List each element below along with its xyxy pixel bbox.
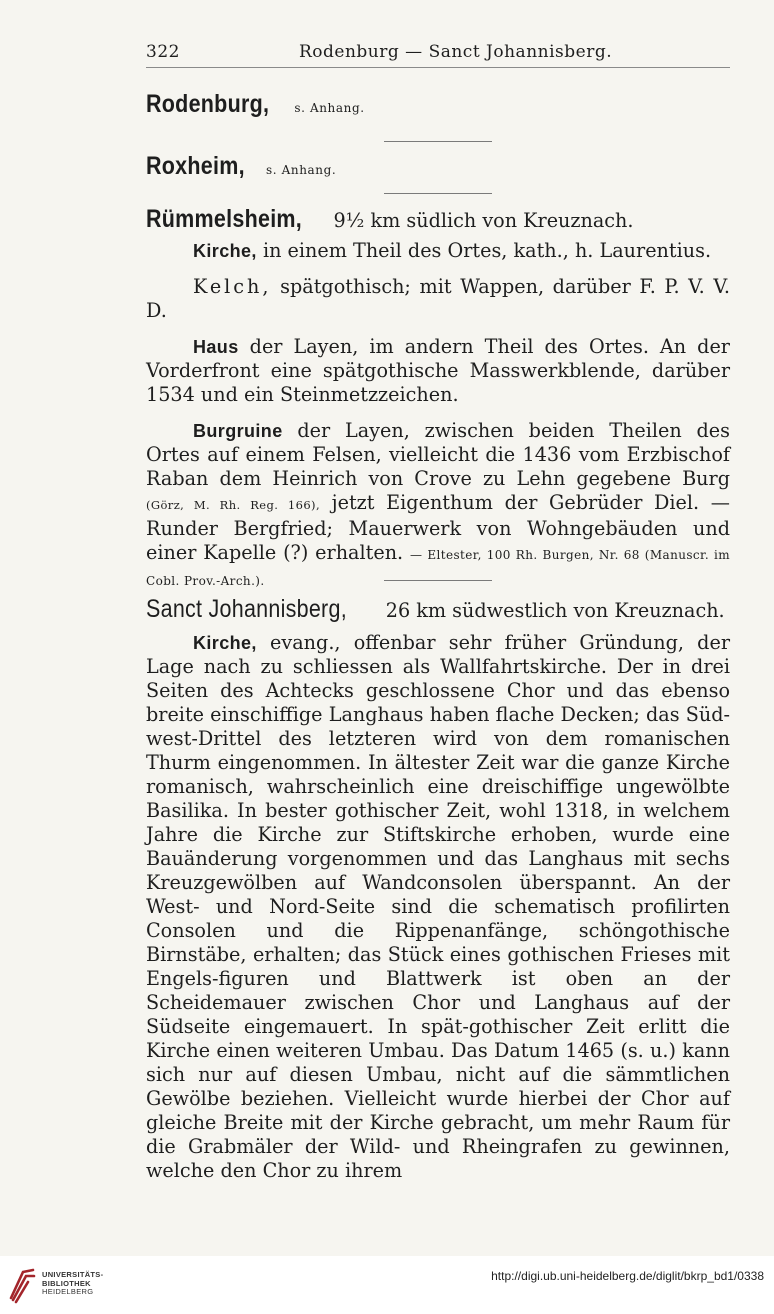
footer-bar bbox=[0, 1256, 774, 1314]
header-rule bbox=[146, 67, 730, 68]
entry-roxheim bbox=[146, 152, 336, 181]
label-kelch: Kelch, bbox=[193, 275, 272, 298]
headword-roxheim: Roxheim, bbox=[146, 152, 245, 180]
reference-goerz: (Görz, M. Rh. Reg. 166), bbox=[146, 498, 320, 512]
paragraph-kelch bbox=[146, 275, 730, 323]
entry-ruemmelsheim bbox=[146, 207, 730, 593]
text-haus: der Layen, im andern Theil des Ortes. An der Vorderfront eine spätgothische Masswerkblende, darüber 1534 und ein Steinmetzzeichen. bbox=[146, 335, 730, 406]
ruemmelsheim-heading bbox=[146, 207, 730, 233]
headword-johannisberg: Sanct Johannisberg, bbox=[146, 595, 347, 623]
library-name-line-3: HEIDELBERG bbox=[42, 1287, 94, 1296]
label-burgruine: Burgruine bbox=[193, 421, 283, 441]
library-name-line-2: BIBLIOTHEK bbox=[42, 1278, 91, 1288]
logo-strokes bbox=[11, 1270, 34, 1302]
separator bbox=[384, 580, 492, 581]
distance-johannisberg: 26 km südwestlich von Kreuznach. bbox=[385, 599, 725, 622]
text-burgruine-2: jetzt Eigenthum der Gebrüder Diel. — Runder Bergfried; Mauerwerk von Wohngebäuden und einer Kapelle (?) erhalten. bbox=[146, 491, 730, 564]
text-kelch: spätgothisch; mit Wappen, darüber F. P. V. V. D. bbox=[146, 275, 731, 322]
running-title: Rodenburg — Sanct Johannisberg. bbox=[299, 42, 613, 62]
label-haus: Haus bbox=[193, 337, 239, 357]
paragraph-haus bbox=[146, 335, 730, 407]
separator bbox=[384, 193, 492, 194]
separator bbox=[384, 141, 492, 142]
paragraph-burgruine bbox=[146, 419, 730, 593]
library-name-line-1: UNIVERSITÄTS- bbox=[42, 1270, 104, 1279]
note-roxheim: s. Anhang. bbox=[266, 163, 337, 177]
source-url-link[interactable]: http://digi.ub.uni-heidelberg.de/diglit/bkrp_bd1/0338 bbox=[491, 1269, 764, 1283]
reference-eltester: — Eltester, 100 Rh. Burgen, Nr. 68 (Manuscr. im Cobl. Prov.-Arch.). bbox=[146, 548, 730, 588]
distance-ruemmelsheim: 9½ km südlich von Kreuznach. bbox=[333, 209, 634, 232]
paragraph-kirche bbox=[146, 239, 730, 263]
text-johannisberg-kirche: evang., offenbar sehr früher Gründung, der Lage nach zu schliessen als Wallfahrtskirche. Der in drei Seiten des Achtecks geschlossene Chor und das ebenso breite einschiffige Langhaus haben flache Decken; das Süd-west-Drittel des letzteren wird von dem romanischen Thurm eingenommen. In ältester Zeit war die ganze Kirche romanisch, wahrscheinlich eine dreischiffige ungewölbte Basilika. In bester gothischer Zeit, wohl 1318, in welchem Jahre die Kirche zur Stiftskirche erhoben, wurde eine Bauänderung vorgenommen und das Langhaus mit sechs Kreuzgewölben auf Wandconsolen überspannt. An der West- und Nord-Seite sind die schematisch profilirten Consolen und die Rippenanfänge, schöngothische Birnstäbe, erhalten; das Stück eines gothischen Frieses mit Engels-figuren und Blattwerk ist oben an der Scheidemauer zwischen Chor und Langhaus auf der Südseite eingemauert. In spät-gothischer Zeit erlitt die Kirche einen weiteren Umbau. Das Datum 1465 (s. u.) kann sich nur auf diesen Umbau, nicht auf die sämmtlichen Gewölbe beziehen. Vielleicht wurde hierbei der Chor auf gleiche Breite mit der Kirche gebracht, um mehr Raum für die Grabmäler der Wild- und Rheingrafen zu gewinnen, welche den Chor zu ihrem bbox=[146, 631, 730, 1182]
paragraph-johannisberg-kirche bbox=[146, 631, 730, 1183]
label-kirche: Kirche, bbox=[193, 241, 257, 261]
text-kirche: in einem Theil des Ortes, kath., h. Laurentius. bbox=[262, 239, 712, 262]
label-johannisberg-kirche: Kirche, bbox=[193, 633, 257, 653]
running-head bbox=[146, 40, 730, 68]
headword-ruemmelsheim: Rümmelsheim, bbox=[146, 205, 303, 233]
headword-rodenburg: Rodenburg, bbox=[146, 90, 270, 118]
entry-johannisberg bbox=[146, 597, 730, 1183]
page-number: 322 bbox=[146, 42, 180, 62]
entry-rodenburg bbox=[146, 90, 365, 119]
note-rodenburg: s. Anhang. bbox=[294, 101, 365, 115]
johannisberg-heading bbox=[146, 597, 730, 623]
library-name bbox=[42, 1271, 103, 1297]
library-logo-icon bbox=[8, 1264, 36, 1304]
text-burgruine: der Layen, zwischen beiden Theilen des Ortes auf einem Felsen, vielleicht die 1436 vom Erzbischof Raban dem Heinrich von Crove zu Lehn gegebene Burg bbox=[146, 419, 730, 490]
